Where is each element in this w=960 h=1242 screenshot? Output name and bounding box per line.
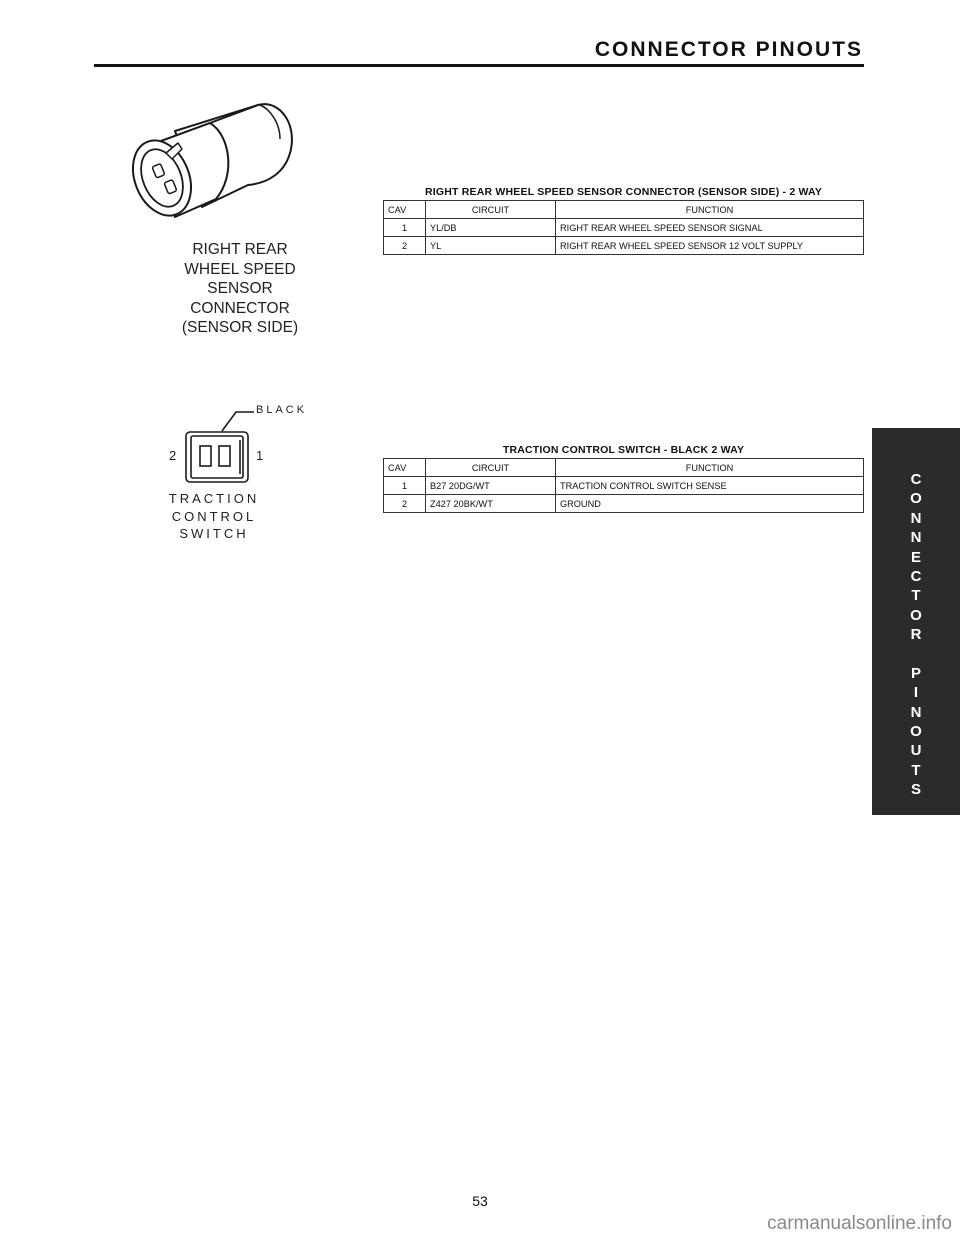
table-row: [384, 219, 864, 237]
circuit-cell: YL: [426, 237, 556, 255]
cav-cell: 2: [384, 495, 426, 513]
table-header-row: [384, 459, 864, 477]
function-cell: TRACTION CONTROL SWITCH SENSE: [556, 477, 864, 495]
side-tab-letter: I: [913, 684, 919, 702]
pinout-table: [383, 458, 864, 513]
table-header-row: [384, 201, 864, 219]
header-divider: [94, 64, 864, 67]
table-row: [384, 237, 864, 255]
site-watermark: carmanualsonline.info: [767, 1213, 952, 1234]
side-tab-letter: N: [910, 529, 922, 547]
cavity-2-label: 2: [169, 448, 177, 463]
pinout-table: [383, 200, 864, 255]
table-title: RIGHT REAR WHEEL SPEED SENSOR CONNECTOR (SENSOR SIDE) - 2 WAY: [424, 186, 823, 198]
table-title: TRACTION CONTROL SWITCH - BLACK 2 WAY: [502, 444, 745, 456]
section-side-tab: [872, 428, 960, 815]
traction-control-switch-drawing: [180, 398, 260, 488]
cav-header: CAV: [384, 459, 426, 477]
side-tab-letter: O: [910, 723, 922, 741]
side-tab-letters: [872, 470, 960, 800]
wheel-speed-sensor-connector-drawing: [120, 95, 305, 230]
circuit-header: CIRCUIT: [426, 201, 556, 219]
side-tab-letter: R: [910, 626, 922, 644]
side-tab-letter: T: [911, 761, 921, 779]
side-tab-letter: S: [910, 781, 921, 799]
circuit-header: CIRCUIT: [426, 459, 556, 477]
side-tab-letter: P: [910, 664, 921, 682]
traction-control-switch-pinout-table: [383, 444, 864, 513]
function-header: FUNCTION: [556, 459, 864, 477]
connector-color-label: BLACK: [256, 404, 308, 416]
table-row: [384, 477, 864, 495]
circuit-cell: YL/DB: [426, 219, 556, 237]
side-tab-letter: N: [910, 509, 922, 527]
page-title: CONNECTOR PINOUTS: [594, 38, 863, 61]
cav-header: CAV: [384, 201, 426, 219]
cav-cell: 2: [384, 237, 426, 255]
cavity-1-label: 1: [256, 448, 264, 463]
wheel-speed-sensor-pinout-table: [383, 186, 864, 255]
side-tab-letter: C: [910, 471, 922, 488]
cav-cell: 1: [384, 477, 426, 495]
side-tab-letter: O: [910, 490, 922, 508]
function-cell: GROUND: [556, 495, 864, 513]
traction-control-switch-caption: TRACTION CONTROL SWITCH: [168, 491, 260, 541]
side-tab-letter: T: [911, 587, 921, 605]
side-tab-letter: U: [910, 742, 922, 760]
function-cell: RIGHT REAR WHEEL SPEED SENSOR SIGNAL: [556, 219, 864, 237]
side-tab-letter: C: [910, 567, 922, 585]
side-tab-letter: O: [910, 606, 922, 624]
wheel-speed-sensor-caption: RIGHT REAR WHEEL SPEED SENSOR CONNECTOR (SENSOR SIDE): [181, 241, 299, 336]
circuit-cell: Z427 20BK/WT: [426, 495, 556, 513]
side-tab-letter: N: [910, 703, 922, 721]
circuit-cell: B27 20DG/WT: [426, 477, 556, 495]
function-cell: RIGHT REAR WHEEL SPEED SENSOR 12 VOLT SUPPLY: [556, 237, 864, 255]
cav-cell: 1: [384, 219, 426, 237]
table-row: [384, 495, 864, 513]
side-tab-letter: E: [910, 548, 921, 566]
page-number: 53: [472, 1193, 488, 1209]
function-header: FUNCTION: [556, 201, 864, 219]
